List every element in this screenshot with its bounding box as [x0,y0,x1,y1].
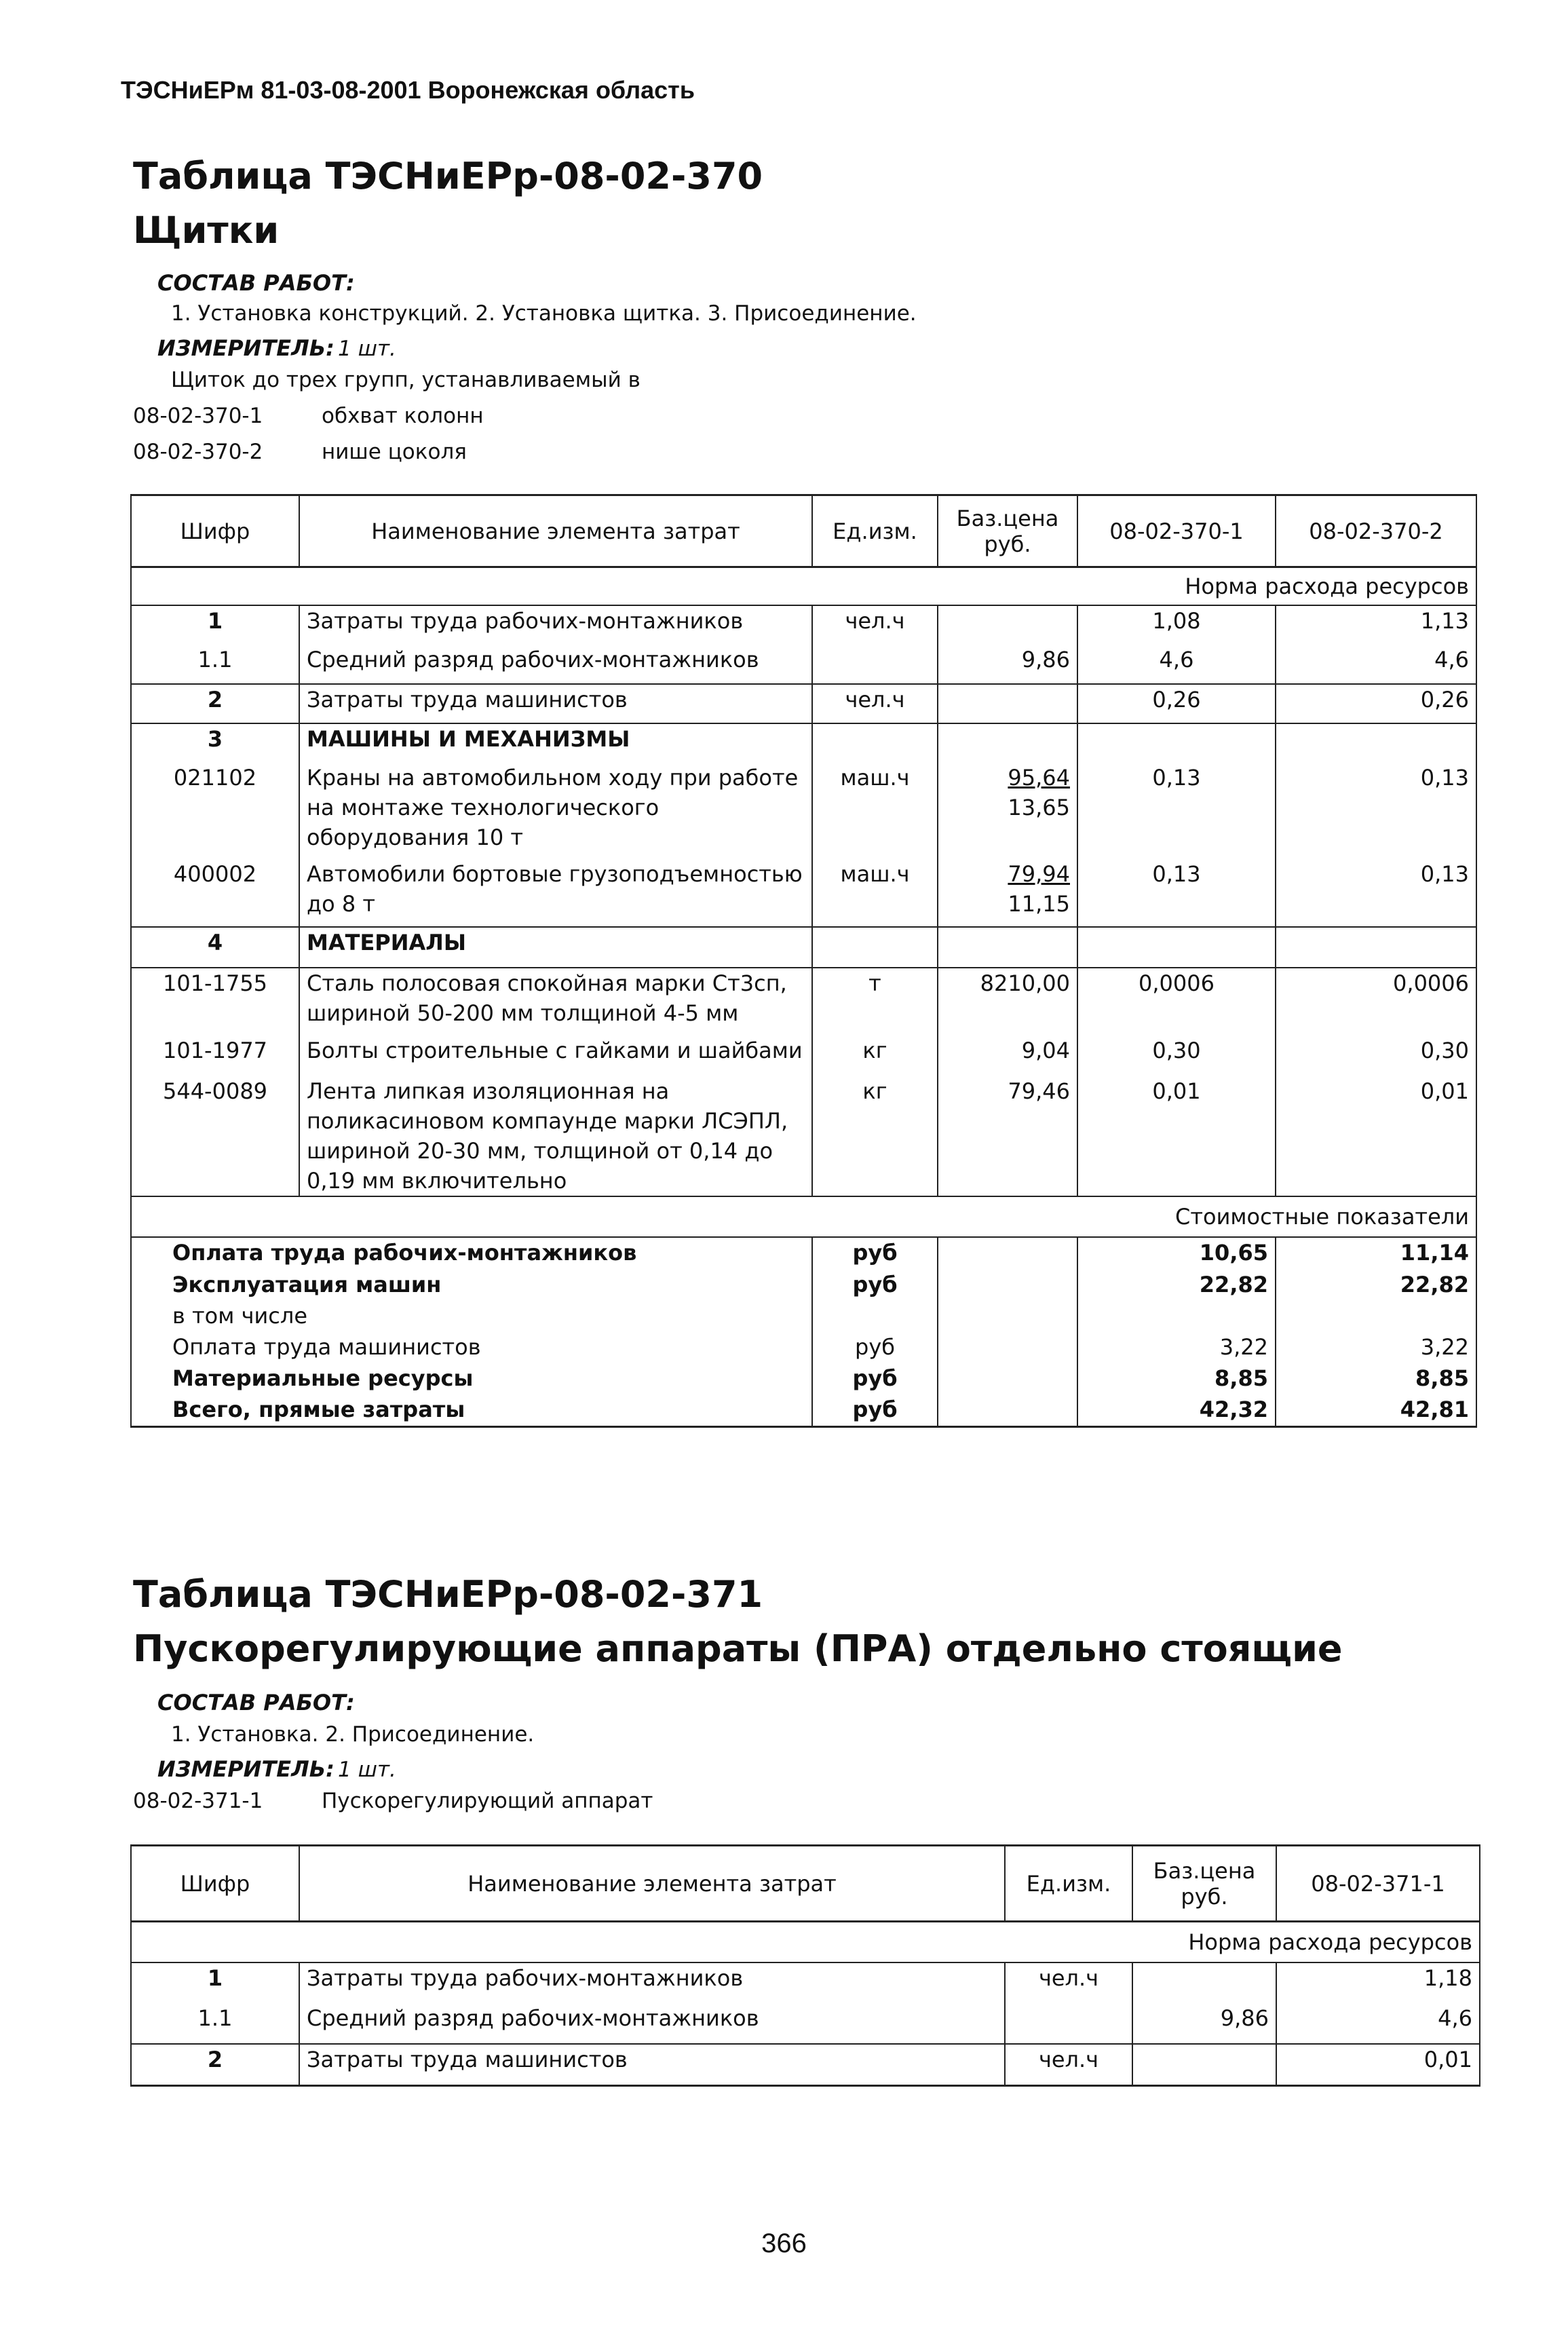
col-variant2-header: 08-02-370-2 [1276,495,1476,567]
cost-value-2: 42,81 [1276,1395,1476,1427]
row-price [938,605,1077,645]
row-value-1: 4,6 [1077,645,1276,684]
table2-meter [157,1756,396,1782]
row-price [938,859,1077,927]
cost-row [131,1332,1476,1363]
table-row [131,763,1476,859]
row-name: Затраты труда рабочих-монтажников [299,605,812,645]
row-name: Лента липкая изоляционная на поликасиновом компаунде марки ЛСЭПЛ, шириной 20-30 мм, толщиной от 0,14 до 0,19 мм включительно [299,1076,812,1196]
row-unit [812,645,938,684]
row-price [1132,1962,1276,2003]
table1-header-row [131,495,1476,567]
norm-label: Норма расхода ресурсов [131,1922,1480,1962]
row-price: 79,46 [938,1076,1077,1196]
row-unit: кг [812,1076,938,1196]
row-code: 1 [131,605,299,645]
row-name: МАТЕРИАЛЫ [299,927,812,968]
row-code: 3 [131,723,299,763]
table-row [131,1036,1476,1076]
row-price: 9,04 [938,1036,1077,1076]
table1-subtitle: Щитки [133,209,280,252]
cost-value-1: 3,22 [1077,1332,1276,1363]
cost-value-2 [1276,1301,1476,1332]
row-code: 101-1977 [131,1036,299,1076]
row-value-1: 0,0006 [1077,968,1276,1036]
row-value-2: 0,01 [1276,1076,1476,1196]
row-value-2: 0,0006 [1276,968,1476,1036]
table1-work-text: 1. Установка конструкций. 2. Установка щитка. 3. Присоединение. [171,301,917,326]
table1-norm-row [131,567,1476,605]
row-code: 2 [131,2044,299,2086]
col-price-header: Баз.цена руб. [938,495,1077,567]
cost-value-1 [1077,1301,1276,1332]
cost-unit: руб [812,1363,938,1395]
row-price [938,684,1077,723]
row-unit: кг [812,1036,938,1076]
table1-work-label: СОСТАВ РАБОТ: [157,270,355,296]
row-value-2: 0,26 [1276,684,1476,723]
table1-variant-name: обхват колонн [322,404,484,428]
row-value-2: 0,30 [1276,1036,1476,1076]
table1-variant-code: 08-02-370-2 [133,440,263,464]
col-name-header: Наименование элемента затрат [299,495,812,567]
table-row [131,2044,1480,2086]
table1-variant-code: 08-02-370-1 [133,404,263,428]
cost-value-1: 22,82 [1077,1270,1276,1301]
cost-value-2: 22,82 [1276,1270,1476,1301]
cost-name: Всего, прямые затраты [131,1395,812,1427]
table1-variant-name: нише цоколя [322,440,467,464]
row-code: 544-0089 [131,1076,299,1196]
row-value-2: 1,13 [1276,605,1476,645]
cost-name: Материальные ресурсы [131,1363,812,1395]
row-unit [1005,2003,1132,2044]
row-value-1: 0,01 [1276,2044,1480,2086]
row-name: Затраты труда рабочих-монтажников [299,1962,1005,2003]
col-variant1-header: 08-02-371-1 [1276,1846,1480,1922]
table1-meter-value: 1 шт. [338,337,396,361]
row-value-1: 0,30 [1077,1036,1276,1076]
row-name: Затраты труда машинистов [299,2044,1005,2086]
row-unit: маш.ч [812,763,938,859]
table-row [131,859,1476,927]
cost-name: Оплата труда рабочих-монтажников [131,1237,812,1270]
cost-value-1: 42,32 [1077,1395,1276,1427]
page-number: 366 [761,2228,807,2258]
cost-value-1: 8,85 [1077,1363,1276,1395]
row-name: Болты строительные с гайками и шайбами [299,1036,812,1076]
col-unit-header: Ед.изм. [1005,1846,1132,1922]
row-price: 9,86 [938,645,1077,684]
table1-meter [157,335,396,361]
table2-subtitle: Пускорегулирующие аппараты (ПРА) отдельно стоящие [133,1627,1343,1670]
row-name: Краны на автомобильном ходу при работе на монтаже технологического оборудования 10 т [299,763,812,859]
row-code: 1.1 [131,645,299,684]
row-value-1: 0,13 [1077,763,1276,859]
table2-work-label: СОСТАВ РАБОТ: [157,1690,355,1715]
row-value-1: 1,18 [1276,1962,1480,2003]
cost-row [131,1395,1476,1427]
cost-row [131,1270,1476,1301]
cost-value-2: 8,85 [1276,1363,1476,1395]
col-name-header: Наименование элемента затрат [299,1846,1005,1922]
row-code: 4 [131,927,299,968]
row-price [1132,2044,1276,2086]
row-unit: чел.ч [1005,2044,1132,2086]
cost-value-2: 11,14 [1276,1237,1476,1270]
table1 [130,494,1477,1428]
row-unit: чел.ч [812,684,938,723]
table-row [131,2003,1480,2044]
row-value-1: 0,01 [1077,1076,1276,1196]
row-name: Средний разряд рабочих-монтажников [299,2003,1005,2044]
table1-desc: Щиток до трех групп, устанавливаемый в [171,368,640,392]
col-code-header: Шифр [131,495,299,567]
cost-value-2: 3,22 [1276,1332,1476,1363]
row-code: 021102 [131,763,299,859]
row-value-2: 0,13 [1276,859,1476,927]
table-row [131,968,1476,1036]
table1-meter-label: ИЗМЕРИТЕЛЬ: [157,335,334,361]
row-price: 9,86 [1132,2003,1276,2044]
cost-unit: руб [812,1332,938,1363]
row-price: 8210,00 [938,968,1077,1036]
cost-unit: руб [812,1237,938,1270]
row-value-1: 0,13 [1077,859,1276,927]
row-value-1: 4,6 [1276,2003,1480,2044]
row-name: МАШИНЫ И МЕХАНИЗМЫ [299,723,812,763]
table2-variant-name: Пускорегулирующий аппарат [322,1789,653,1813]
cost-label: Стоимостные показатели [131,1196,1476,1237]
row-unit: маш.ч [812,859,938,927]
cost-unit: руб [812,1270,938,1301]
cost-row [131,1363,1476,1395]
cost-name: Оплата труда машинистов [131,1332,812,1363]
col-variant1-header: 08-02-370-1 [1077,495,1276,567]
table2 [130,1844,1480,2087]
table-row [131,605,1476,645]
norm-label: Норма расхода ресурсов [131,567,1476,605]
cost-row [131,1301,1476,1332]
table2-title: Таблица ТЭСНиЕРр-08-02-371 [133,1573,763,1616]
row-unit: чел.ч [1005,1962,1132,2003]
row-unit: т [812,968,938,1036]
row-name: Автомобили бортовые грузоподъемностью до 8 т [299,859,812,927]
table2-meter-value: 1 шт. [338,1758,396,1782]
row-value-2: 4,6 [1276,645,1476,684]
row-code: 1 [131,1962,299,2003]
row-unit: чел.ч [812,605,938,645]
cost-name: в том числе [131,1301,812,1332]
table-section-row [131,723,1476,763]
row-value-2: 0,13 [1276,763,1476,859]
table2-norm-row [131,1922,1480,1962]
cost-name: Эксплуатация машин [131,1270,812,1301]
table-row [131,1962,1480,2003]
col-unit-header: Ед.изм. [812,495,938,567]
row-name: Средний разряд рабочих-монтажников [299,645,812,684]
table1-title: Таблица ТЭСНиЕРр-08-02-370 [133,155,763,197]
table-row [131,684,1476,723]
cost-unit [812,1301,938,1332]
row-value-1: 0,26 [1077,684,1276,723]
table-section-row [131,927,1476,968]
table2-work-text: 1. Установка. 2. Присоединение. [171,1722,535,1747]
row-price-wage: 11,15 [1008,890,1070,917]
row-price-wage: 13,65 [1008,794,1070,820]
cost-row [131,1237,1476,1270]
cost-value-1: 10,65 [1077,1237,1276,1270]
cost-unit: руб [812,1395,938,1427]
table2-meter-label: ИЗМЕРИТЕЛЬ: [157,1756,334,1782]
row-name: Сталь полосовая спокойная марки Ст3сп, шириной 50-200 мм толщиной 4-5 мм [299,968,812,1036]
table-row [131,1076,1476,1196]
row-code: 101-1755 [131,968,299,1036]
document-header: ТЭСНиЕРм 81-03-08-2001 Воронежская область [121,76,695,104]
row-code: 1.1 [131,2003,299,2044]
table2-header-row [131,1846,1480,1922]
row-code: 2 [131,684,299,723]
row-value-1: 1,08 [1077,605,1276,645]
table1-cost-label-row [131,1196,1476,1237]
row-price-main: 95,64 [1008,764,1070,791]
table2-variant-code: 08-02-371-1 [133,1789,263,1813]
table-row [131,645,1476,684]
col-price-header: Баз.цена руб. [1132,1846,1276,1922]
row-code: 400002 [131,859,299,927]
row-price [938,763,1077,859]
row-name: Затраты труда машинистов [299,684,812,723]
row-price-main: 79,94 [1008,860,1070,887]
col-code-header: Шифр [131,1846,299,1922]
